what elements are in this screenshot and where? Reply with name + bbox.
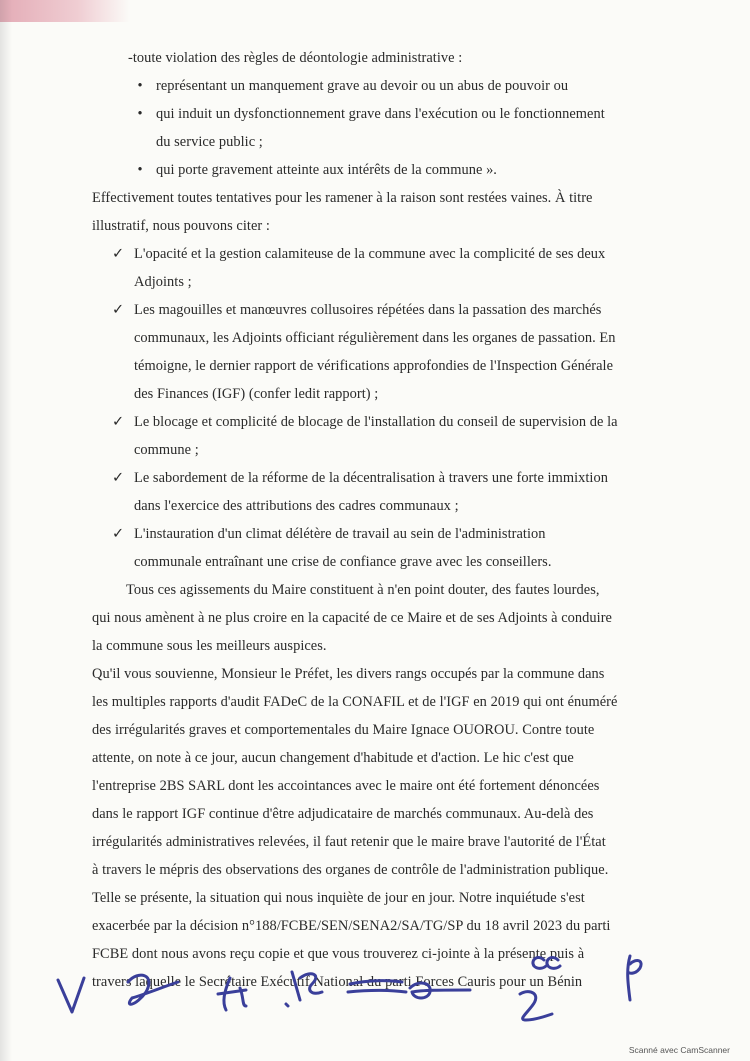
text-line: témoigne, le dernier rapport de vérifications approfondies de l'Inspection Générale — [134, 358, 614, 374]
text-line: des irrégularités graves et comportementales du Maire Ignace OUOROU. Contre toute — [92, 722, 595, 738]
check-item: ✓ L'opacité et la gestion calamiteuse de la commune avec la complicité de ses deux — [92, 240, 662, 268]
bullet-icon: • — [137, 162, 143, 178]
text-line: exacerbée par la décision n°188/FCBE/SEN/SENA2/SA/TG/SP du 18 avril 2023 du parti — [92, 918, 611, 934]
bullet-item: • représentant un manquement grave au devoir ou un abus de pouvoir ou — [92, 72, 662, 100]
text-line: Telle se présente, la situation qui nous inquiète de jour en jour. Notre inquiétude s'est — [92, 890, 585, 906]
signature-mark — [410, 983, 470, 998]
text-line: communaux, les Adjoints officiant régulièrement dans les organes de passation. En — [134, 330, 616, 346]
signature-mark — [348, 981, 406, 992]
text-line: la commune sous les meilleurs auspices. — [92, 638, 327, 654]
text-line: -toute violation des règles de déontologie administrative : — [128, 50, 463, 66]
text-line: FCBE dont nous avons reçu copie et que vous trouverez ci-jointe à la présente puis à — [92, 946, 585, 962]
text-line: dans l'exercice des attributions des cadres communaux ; — [134, 498, 459, 514]
check-item: ✓ Le sabordement de la réforme de la décentralisation à travers une forte immixtion — [92, 464, 662, 492]
check-item: ✓ L'instauration d'un climat délétère de travail au sein de l'administration — [92, 520, 662, 548]
text-line: attente, on note à ce jour, aucun changement d'habitude et d'action. Le hic c'est que — [92, 750, 574, 766]
signature-mark — [520, 992, 552, 1020]
checkmark-icon: ✓ — [112, 526, 125, 542]
check-item: ✓ Le blocage et complicité de blocage de l'installation du conseil de supervision de la — [92, 408, 662, 436]
signature-mark — [128, 975, 178, 1004]
text-line: Effectivement toutes tentatives pour les ramener à la raison sont restées vaines. À titre — [92, 190, 593, 206]
bullet-item: • qui induit un dysfonctionnement grave dans l'exécution ou le fonctionnement — [92, 100, 662, 128]
letter-body — [92, 44, 662, 996]
corner-tint — [0, 0, 130, 22]
text-line: qui nous amènent à ne plus croire en la capacité de ce Maire et de ses Adjoints à conduire — [92, 610, 612, 626]
checkmark-icon: ✓ — [112, 470, 125, 486]
text-line: illustratif, nous pouvons citer : — [92, 218, 270, 234]
signature-mark — [533, 958, 560, 969]
text-line: des Finances (IGF) (confer ledit rapport) ; — [134, 386, 379, 402]
text-line: irrégularités administratives relevées, il faut retenir que le maire brave l'autorité de l'État — [92, 834, 606, 850]
checkmark-icon: ✓ — [112, 302, 125, 318]
checkmark-icon: ✓ — [112, 414, 125, 430]
signature-mark — [628, 956, 641, 1000]
text-line: commune ; — [134, 442, 199, 458]
bullet-icon: • — [137, 78, 143, 94]
signature-mark — [218, 978, 246, 1010]
check-item: ✓ Les magouilles et manœuvres collusoires répétées dans la passation des marchés — [92, 296, 662, 324]
text-line: dans le rapport IGF continue d'être adjudicataire de marchés communaux. Au-delà des — [92, 806, 594, 822]
page-edge-shadow — [0, 0, 12, 1061]
scanner-watermark: Scanné avec CamScanner — [628, 1045, 730, 1055]
bullet-item: • qui porte gravement atteinte aux intérêts de la commune ». — [92, 156, 662, 184]
text-line: à travers le mépris des observations des organes de contrôle de l'administration publique. — [92, 862, 609, 878]
handwritten-signatures — [50, 940, 690, 1040]
text-line: Tous ces agissements du Maire constituent à n'en point douter, des fautes lourdes, — [126, 582, 600, 598]
text-line: les multiples rapports d'audit FADeC de la CONAFIL et de l'IGF en 2019 qui ont énuméré — [92, 694, 618, 710]
bullet-icon: • — [137, 106, 143, 122]
signature-mark — [286, 972, 322, 1006]
text-line: travers laquelle le Secrétaire Exécutif National du parti Forces Cauris pour un Bénin — [92, 974, 583, 990]
signature-mark — [58, 978, 84, 1012]
text-line: communale entraînant une crise de confiance grave avec les conseillers. — [134, 554, 552, 570]
text-line: l'entreprise 2BS SARL dont les accointances avec le maire ont été fortement dénoncées — [92, 778, 600, 794]
text-line: Adjoints ; — [134, 274, 192, 290]
text-line: Qu'il vous souvienne, Monsieur le Préfet, les divers rangs occupés par la commune dans — [92, 666, 605, 682]
checkmark-icon: ✓ — [112, 246, 125, 262]
text-line: du service public ; — [156, 134, 263, 150]
